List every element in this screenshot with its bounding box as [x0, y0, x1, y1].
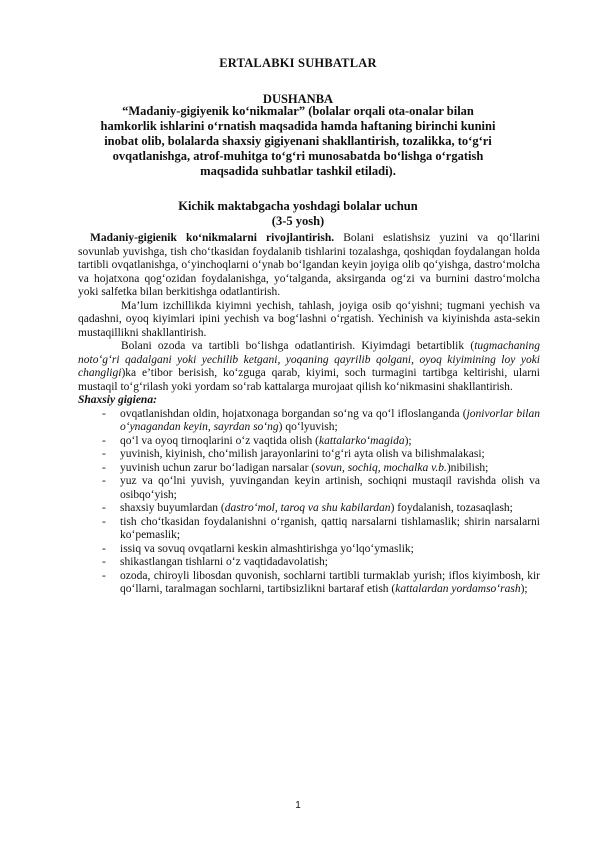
list-item: - ovqatlanishdan oldin, hojatxonaga borgandan so‘ng va qo‘l ifloslanganda (jonivorlar bilan o‘ynagandan keyin, sayrdan so‘ng) qo‘lyuvish;	[78, 408, 540, 435]
list-item: - yuz va qo‘lni yuvish, yuvingandan keyin artinish, sochiqni mustaqil ravishda olish va osibqo‘yish;	[78, 475, 540, 502]
list-item: - yuvinish, kiyinish, cho‘milish jarayonlarini to‘g‘ri ayta olish va bilishmalakasi;	[78, 448, 540, 462]
paragraph-3-start: Bolani ozoda va tartibli bo‘lishga odatlantirish. Kiyimdagi betartiblik (	[121, 340, 475, 352]
body-text	[78, 232, 540, 597]
paragraph-2: Ma’lum izchillikda kiyimni yechish, tahlash, joyiga osib qo‘yishni; tugmani yechish va qadashni, oyoq kiyimlari ipini yechish va bog‘lashni o‘rgatish. Yechinish va kiyinishda asta-sekin mustaqillikni shakllantirish.	[78, 299, 540, 339]
age-range: (3-5 yosh)	[271, 214, 325, 228]
paragraph-3-italic: tugmachaning noto‘g‘ri qadalgani yoki yechilib ketgani, yoqaning qayrilib qolgani, oyoq kiyimining loy yoki changligi	[78, 340, 540, 379]
list-item: - ozoda, chiroyli libosdan quvonish, sochlarni tartibli turmaklab yurish; iflos kiyimbosh, kir qo‘llarni, taralmagan sochlarni, tartibsizlikni bartaraf etish (kattalardan yordamso‘rash);	[78, 570, 540, 597]
paragraph-1-text: Bolani eslatishsiz yuzini va qo‘llarini sovunlab yuvishga, tish cho‘tkasidan foydalanib tishlarini tozalashga, qoshiqdan foydalangan holda tartibli ovqatlanishga, o‘yinchoqlarni o‘ynab bo‘lgandan keyin joyiga olib qo‘yishga, dastro‘molcha va hojatxona qog‘ozidan foydalanishga, yo‘talganda, aksirganda og‘zi va burnini dastro‘molcha yoki salfetka bilan berkitishga odatlantirish.	[78, 232, 541, 298]
paragraph-1	[78, 232, 540, 300]
list-item: - yuvinish uchun zarur bo‘ladigan narsalar (sovun, sochiq, mochalka v.b.)nibilish;	[78, 462, 540, 476]
list-item: - qo‘l va oyoq tirnoqlarini o‘z vaqtida olish (kattalarko‘magida);	[78, 435, 540, 449]
age-group-title: Kichik maktabgacha yoshdagi bolalar uchun	[178, 199, 418, 213]
hygiene-list	[78, 408, 540, 597]
list-item: - shikastlangan tishlarni o‘z vaqtidadavolatish;	[78, 556, 540, 570]
intro-paragraph: “Madaniy-gigiyenik ko‘nikmalar” (bolalar orqali ota-onalar bilan hamkorlik ishlarini o‘rnatish maqsadida hamda haftaning birinchi kunini inobat olib, bolalarda shaxsiy gigiyenani shakllantirish, tozalikka, to‘g‘ri ovqatlanishga, atrof-muhitga to‘g‘ri munosabatda bo‘lishga o‘rgatish maqsadida suhbatlar tashkil etiladi).	[100, 104, 496, 178]
list-item: - tish cho‘tkasidan foydalanishni o‘rganish, qattiq narsalarni tishlamaslik; shirin narsalarni ko‘pemaslik;	[78, 516, 540, 543]
document-title: ERTALABKI SUHBATLAR	[219, 56, 377, 70]
day-heading: DUSHANBA	[262, 92, 334, 106]
page-number: 1	[295, 800, 301, 811]
paragraph-3	[78, 340, 540, 394]
personal-hygiene-heading: Shaxsiy gigiena:	[78, 394, 157, 406]
list-item: - issiq va sovuq ovqatlarni keskin almashtirishga yo‘lqo‘ymaslik;	[78, 543, 540, 557]
list-item: - shaxsiy buyumlardan (dastro‘mol, taroq va shu kabilardan) foydalanish, tozasaqlash;	[78, 502, 540, 516]
paragraph-3-end: )ka e’tibor berisish, ko‘zguga qarab, kiyimi, soch turmagini tartibga keltirishi, ularni mustaqil to‘g‘rilash yoki yordam so‘rab kattalarga murojaat qilish ko‘nikmasini shakllantirish.	[78, 367, 540, 393]
age-group-heading	[0, 199, 596, 229]
paragraph-1-heading: Madaniy-gigienik ko‘nikmalarni rivojlantirish.	[90, 232, 335, 244]
